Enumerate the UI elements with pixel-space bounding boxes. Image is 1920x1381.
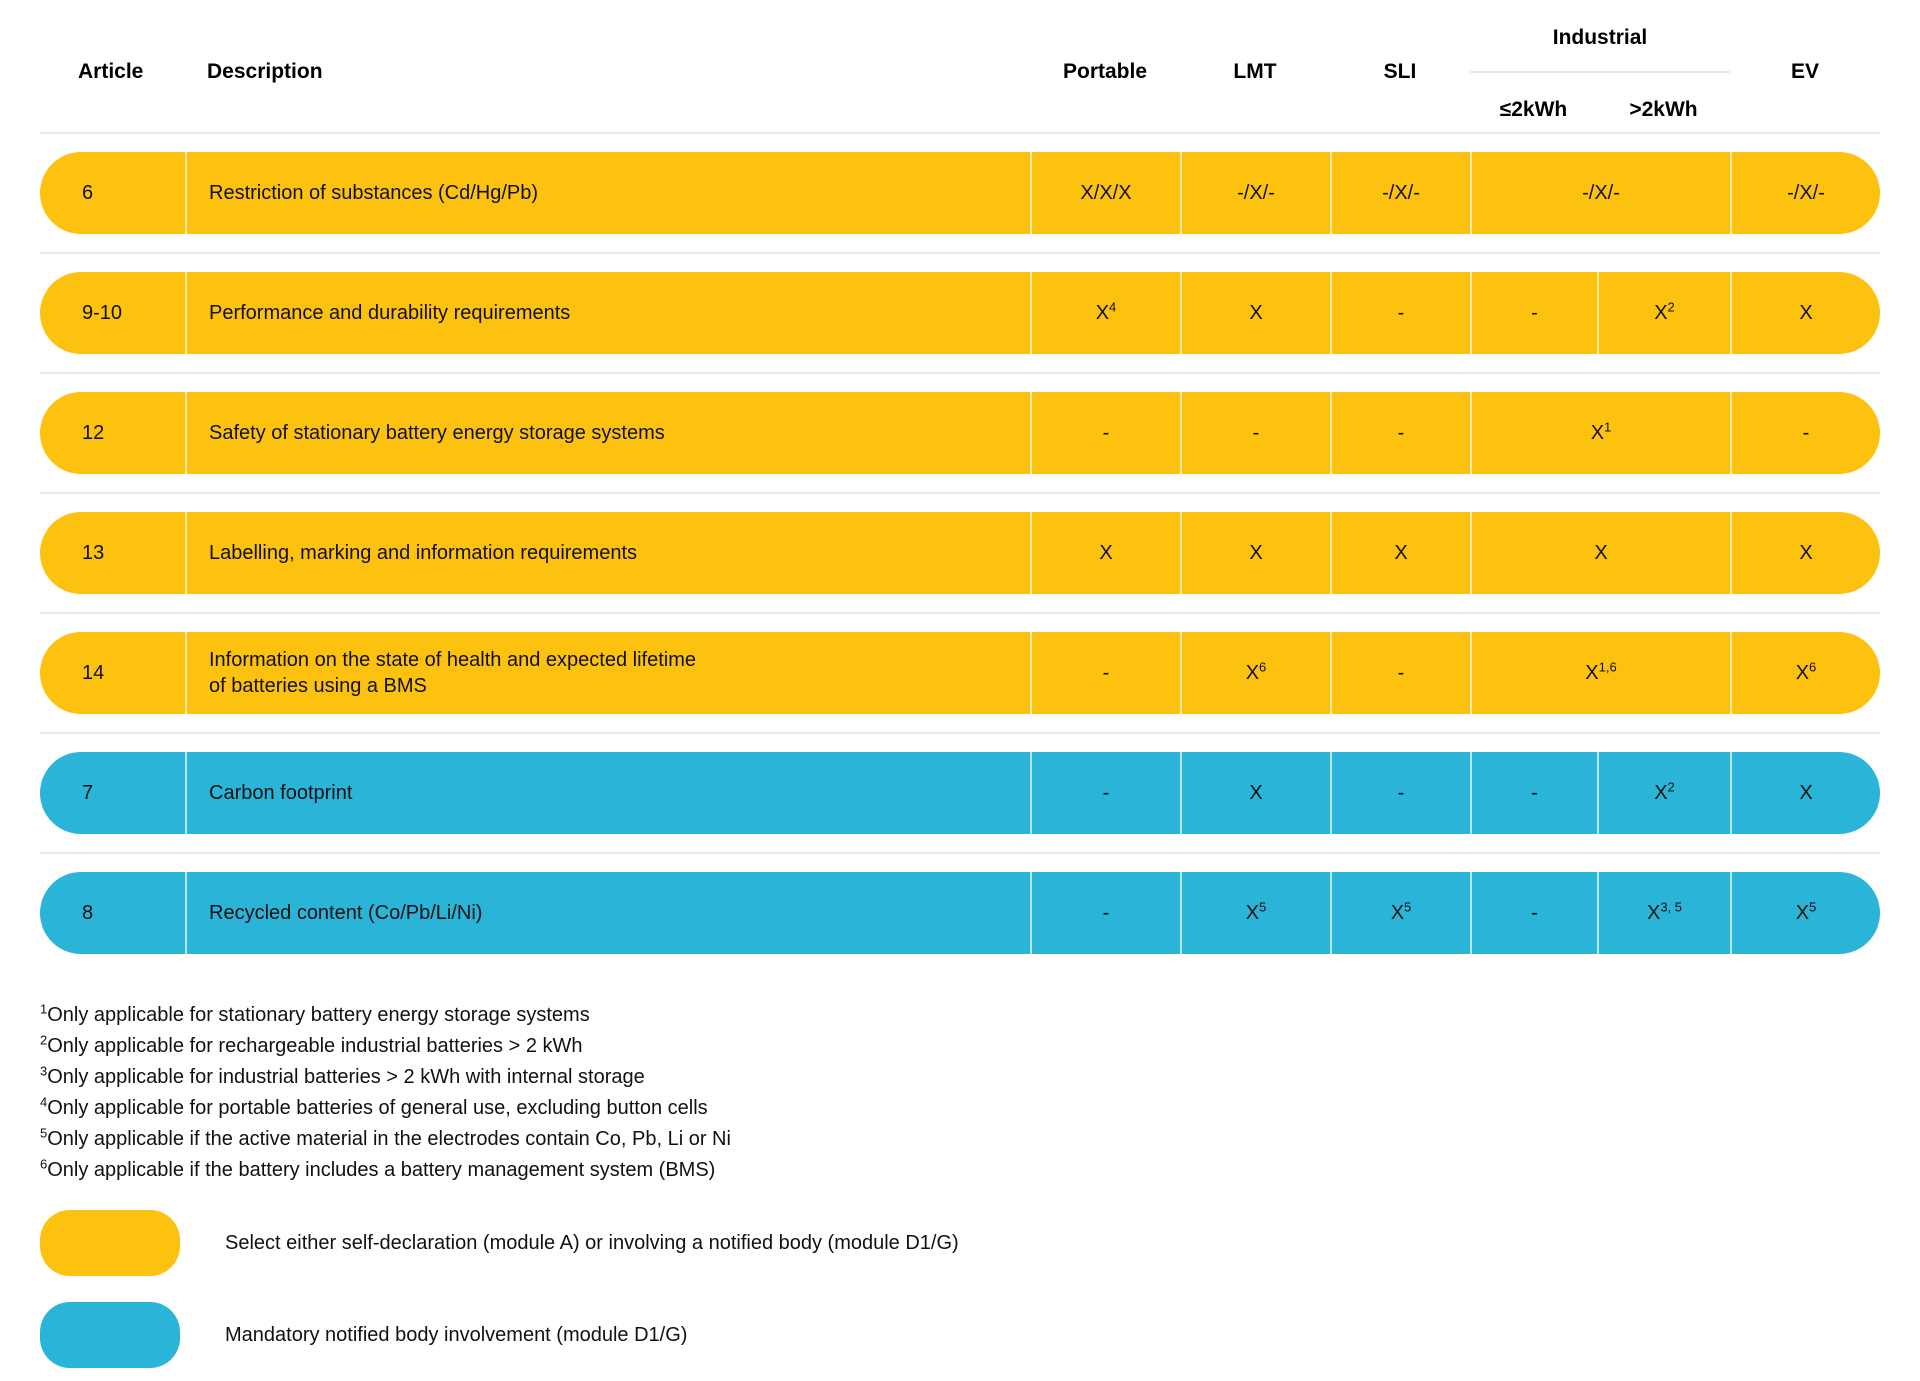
row-separator [40,372,1880,374]
table-header [40,20,1880,132]
row-separator [40,252,1880,254]
footnote-5: $^5$Only applicable if the active material in the electrodes contain Co, Pb, Li or Ni [40,1125,731,1150]
footnote-4: $^4$Only applicable for portable batteries of general use, excluding button cells [40,1094,708,1119]
cell-ev: -/X/- [1730,152,1880,234]
col-header-sli: SLI [1383,60,1417,83]
cell-lmt: -/X/- [1180,152,1330,234]
cell-lmt: X [1180,512,1330,594]
legend-label: Select either self-declaration (module A) or involving a notified body (module D1/G) [225,1231,959,1254]
col-header-industrial-le2kwh: ≤2kWh [1499,98,1568,121]
cell-industrial-merged: X [1470,512,1730,594]
row-separator [40,492,1880,494]
footnote-1: $^1$Only applicable for stationary battery energy storage systems [40,1001,590,1026]
cell-sli: $X^5$ [1330,872,1470,954]
cell-portable: - [1030,392,1180,474]
cell-ev: X [1730,272,1880,354]
cell-sli: - [1330,272,1470,354]
col-header-lmt: LMT [1233,60,1277,83]
col-header-description: Description [207,60,323,83]
cell-ev: $X^5$ [1730,872,1880,954]
cell-portable: - [1030,632,1180,714]
legend [40,1210,1880,1368]
footnote-2: $^2$Only applicable for rechargeable industrial batteries > 2 kWh [40,1032,583,1057]
cell-article: 9-10 [82,302,123,324]
cell-industrial-merged: X$^{1,6}$ [1470,632,1730,714]
row-separator [40,852,1880,854]
cell-portable: - [1030,872,1180,954]
cell-industrial-le2kwh: - [1470,272,1597,354]
cell-article: 7 [82,782,94,804]
cell-description: Recycled content (Co/Pb/Li/Ni) [185,872,1030,954]
cell-ev: - [1730,392,1880,474]
cell-article: 8 [82,902,94,924]
cell-ev: X [1730,512,1880,594]
cell-article: 14 [82,662,105,684]
footnote-6: $^6$Only applicable if the battery includes a battery management system (BMS) [40,1156,716,1181]
table-row-article-13 [40,512,1880,594]
footnotes [40,1000,1880,1186]
table-row-article-14 [40,632,1880,714]
cell-industrial-gt2kwh: $X^2$ [1597,272,1730,354]
cell-lmt: $X^5$ [1180,872,1330,954]
cell-description: Performance and durability requirements [185,272,1030,354]
col-header-portable: Portable [1062,60,1148,83]
col-header-article: Article [78,60,144,83]
header-separator [40,132,1880,134]
cell-ev: $X^6$ [1730,632,1880,714]
col-header-industrial-gt2kwh: >2kWh [1629,98,1698,121]
cell-description: Restriction of substances (Cd/Hg/Pb) [185,152,1030,234]
legend-swatch-blue [40,1302,180,1368]
row-separator [40,612,1880,614]
cell-portable: X/X/X [1030,152,1180,234]
legend-item-notified-body [40,1302,1880,1368]
cell-industrial-merged: -/X/- [1470,152,1730,234]
cell-industrial-le2kwh: - [1470,872,1597,954]
table-row-article-7 [40,752,1880,834]
cell-description: Labelling, marking and information requirements [185,512,1030,594]
cell-portable: $X^4$ [1030,272,1180,354]
cell-description: Information on the state of health and expected lifetime of batteries using a BMS [185,632,1030,714]
cell-sli: -/X/- [1330,152,1470,234]
cell-industrial-gt2kwh: X$^{3, 5}$ [1597,872,1730,954]
cell-industrial-merged: $X^1$ [1470,392,1730,474]
cell-ev: X [1730,752,1880,834]
table-row-article-12 [40,392,1880,474]
cell-sli: - [1330,632,1470,714]
cell-description: Safety of stationary battery energy storage systems [185,392,1030,474]
cell-article: 12 [82,422,105,444]
cell-portable: - [1030,752,1180,834]
cell-industrial-gt2kwh: $X^2$ [1597,752,1730,834]
table-row-article-6 [40,152,1880,234]
col-header-industrial: Industrial [1552,26,1648,49]
cell-lmt: $X^6$ [1180,632,1330,714]
cell-sli: - [1330,752,1470,834]
cell-portable: X [1030,512,1180,594]
legend-label: Mandatory notified body involvement (module D1/G) [225,1323,688,1346]
footnote-3: $^3$Only applicable for industrial batteries > 2 kWh with internal storage [40,1063,645,1088]
legend-swatch-yellow [40,1210,180,1276]
cell-lmt: - [1180,392,1330,474]
cell-lmt: X [1180,752,1330,834]
industrial-group-underline [1470,71,1730,73]
cell-article: 6 [82,182,94,204]
cell-article: 13 [82,542,105,564]
cell-sli: X [1330,512,1470,594]
row-separator [40,732,1880,734]
cell-description: Carbon footprint [185,752,1030,834]
table-row-article-8 [40,872,1880,954]
table-row-article-9-10 [40,272,1880,354]
cell-lmt: X [1180,272,1330,354]
legend-item-self-declaration [40,1210,1880,1276]
cell-sli: - [1330,392,1470,474]
cell-industrial-le2kwh: - [1470,752,1597,834]
col-header-ev: EV [1790,60,1819,83]
